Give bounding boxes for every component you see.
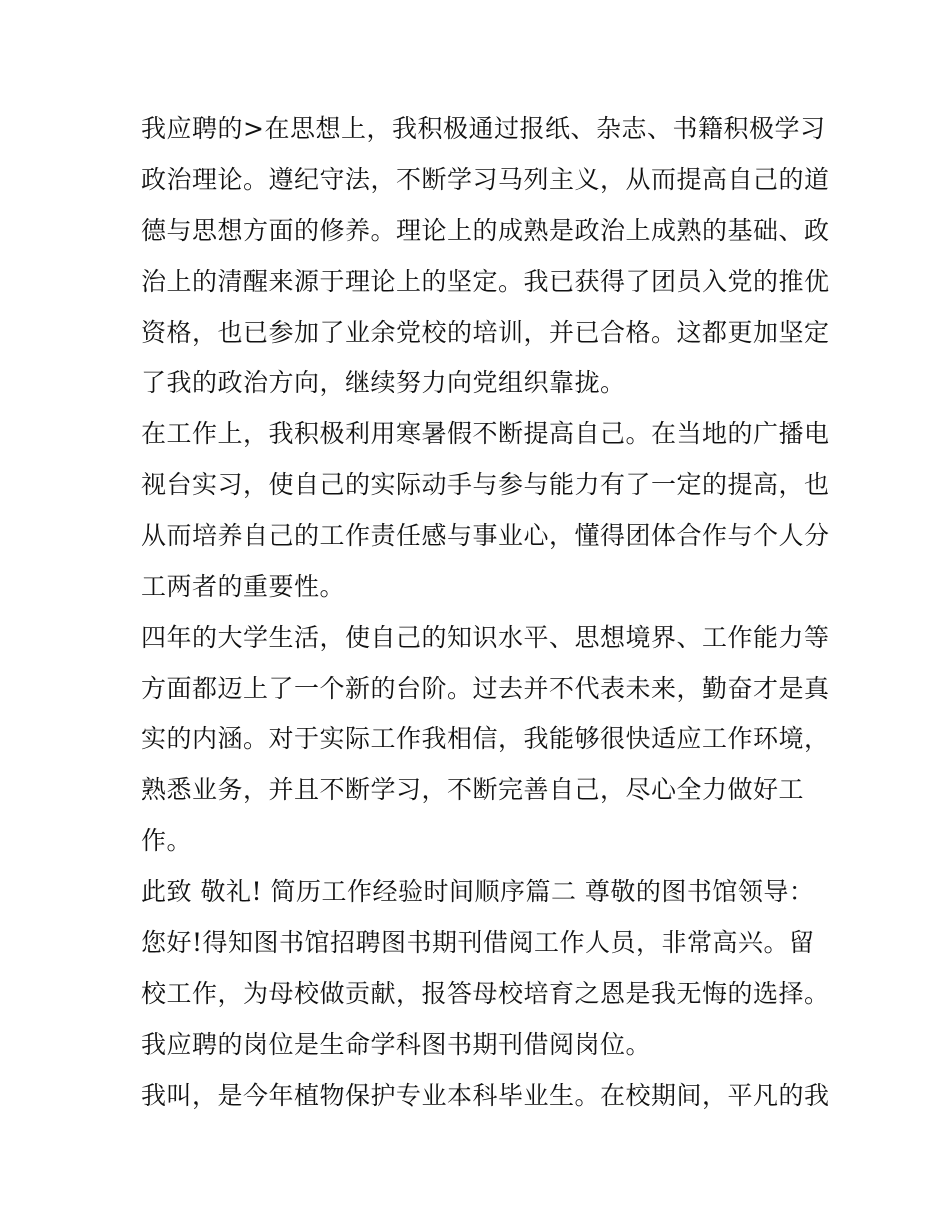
text-line: 校工作，为母校做贡献，报答母校培育之恩是我无悔的选择。 <box>141 979 830 1008</box>
text-line: 资格，也已参加了业余党校的培训，并已合格。这都更加坚定 <box>141 318 830 347</box>
text-line: 工两者的重要性。 <box>141 572 346 601</box>
text-line: 德与思想方面的修养。理论上的成熟是政治上成熟的基础、政 <box>141 216 830 245</box>
text-line: 视台实习，使自己的实际动手与参与能力有了一定的提高，也 <box>141 470 830 499</box>
text-line: 治上的清醒来源于理论上的坚定。我已获得了团员入党的推优 <box>141 267 830 296</box>
text-line: 在工作上，我积极利用寒暑假不断提高自己。在当地的广播电 <box>141 419 830 448</box>
text-line: 我叫，是今年植物保护专业本科毕业生。在校期间，平凡的我 <box>141 1081 830 1110</box>
text-line: 四年的大学生活，使自己的知识水平、思想境界、工作能力等 <box>141 623 830 652</box>
text-line: 您好!得知图书馆招聘图书期刊借阅工作人员，非常高兴。留 <box>141 928 815 957</box>
text-line: 从而培养自己的工作责任感与事业心，懂得团体合作与个人分 <box>141 521 830 550</box>
text-line: 熟悉业务，并且不断学习，不断完善自己，尽心全力做好工 <box>141 775 805 804</box>
text-line: 方面都迈上了一个新的台阶。过去并不代表未来，勤奋才是真 <box>141 674 830 703</box>
text-line: 此致 敬礼! 简历工作经验时间顺序篇二 尊敬的图书馆领导： <box>141 877 815 906</box>
text-line: 我应聘的>在思想上，我积极通过报纸、杂志、书籍积极学习 <box>141 114 826 143</box>
text-line: 我应聘的岗位是生命学科图书期刊借阅岗位。 <box>141 1030 652 1059</box>
text-line: 实的内涵。对于实际工作我相信，我能够很快适应工作环境， <box>141 724 830 753</box>
text-line: 政治理论。遵纪守法，不断学习马列主义，从而提高自己的道 <box>141 165 830 194</box>
text-line: 了我的政治方向，继续努力向党组织靠拢。 <box>141 368 626 397</box>
text-line: 作。 <box>141 826 193 855</box>
